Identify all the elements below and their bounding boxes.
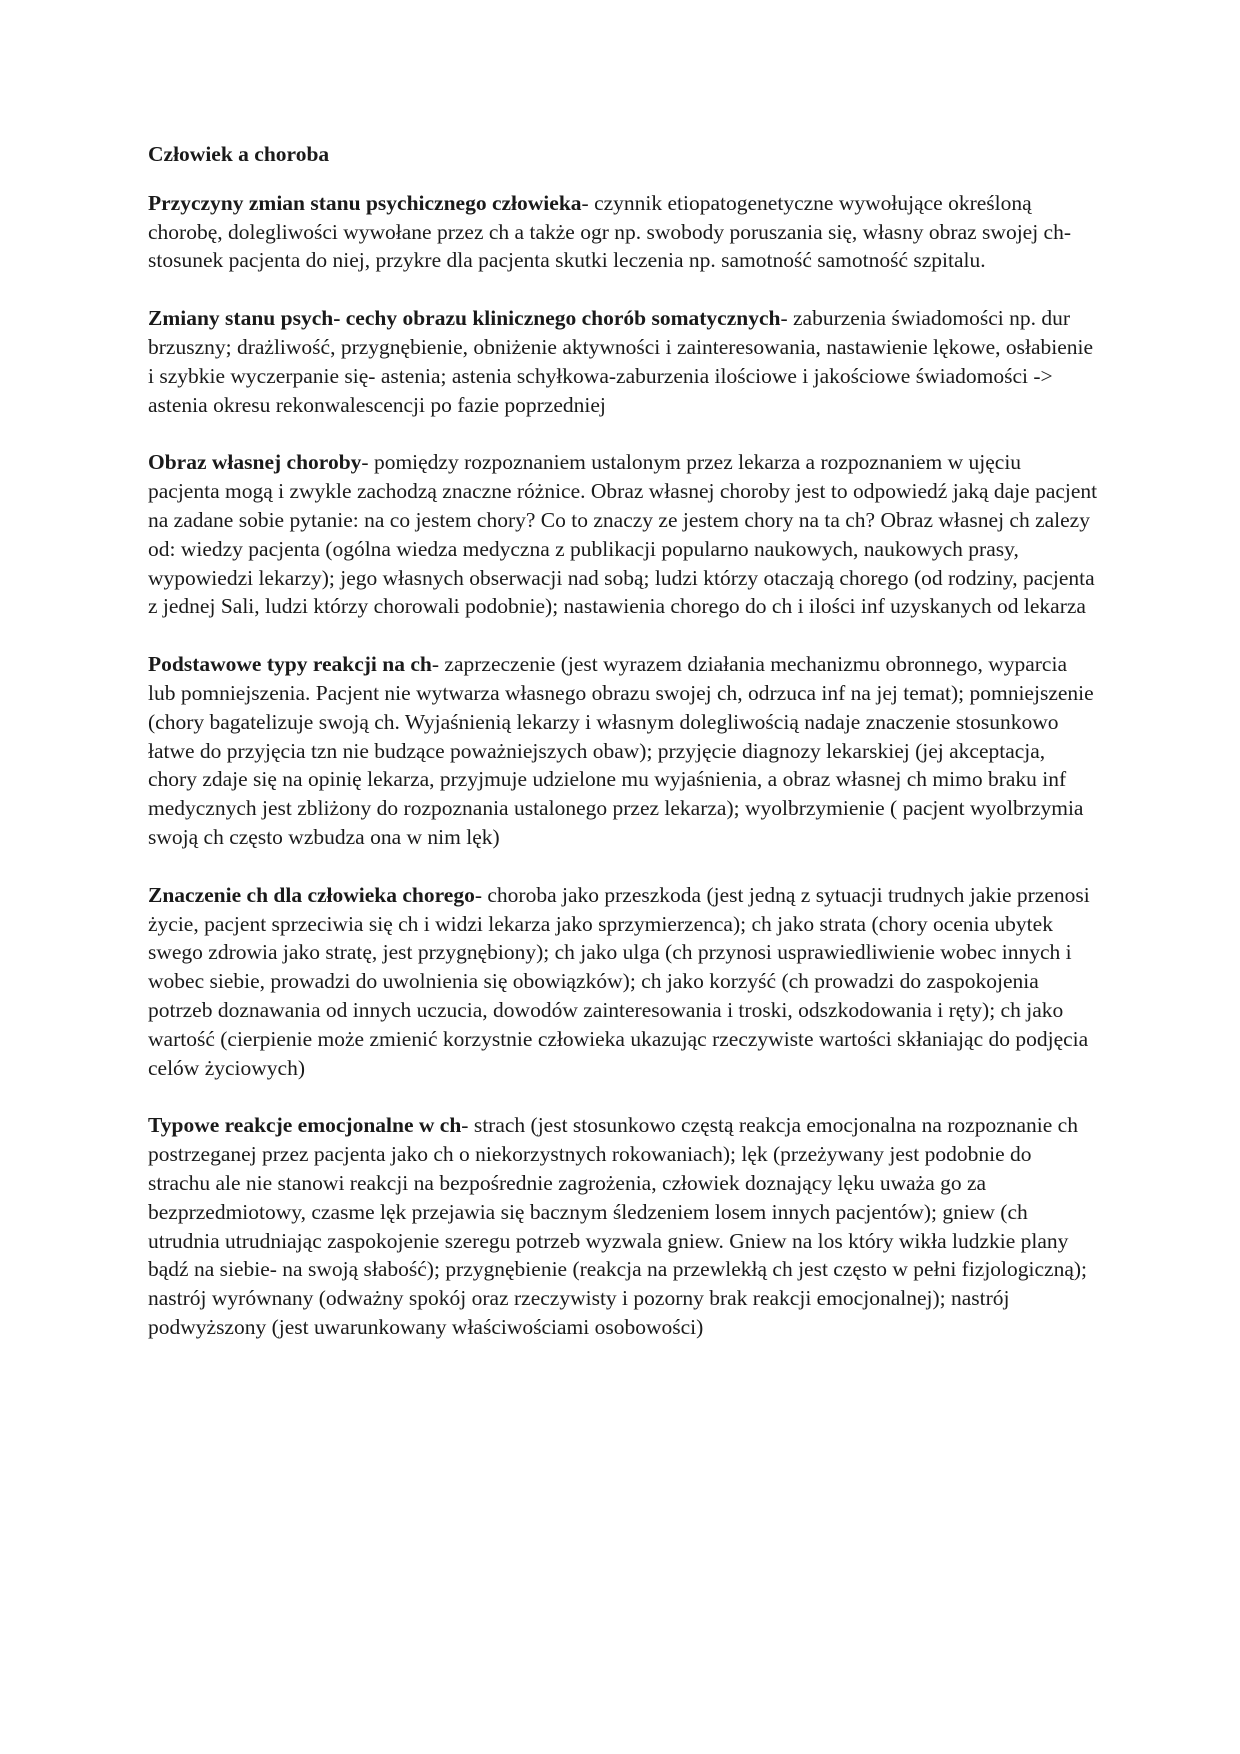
section-body: - strach (jest stosunkowo częstą reakcja emocjonalna na rozpoznanie ch postrzeganej przez pacjenta jako ch o niekorzystnych rokowaniach); lęk (przeżywany jest podobnie do strachu ale nie stanowi reakcji na bezpośrednie zagrożenia, człowiek doznający lęku uważa go za bezprzedmiotowy, czasme lęk przejawia się bacznym śledzeniem losem innych pacjentów); gniew (ch utrudnia utrudniając zaspokojenie szeregu potrzeb wyzwala gniew. Gniew na los który wikła ludzkie plany bądź na siebie- na swoją słabość); przygnębienie (reakcja na przewlekłą ch jest często w pełni fizjologiczną); nastrój wyrównany (odważny spokój oraz rzeczywisty i pozorny brak reakcji emocjonalnej); nastrój podwyższony (jest uwarunkowany właściwościami osobowości): [148, 1113, 1088, 1339]
document-title: Człowiek a choroba: [148, 142, 330, 166]
section-self-image: [148, 448, 1098, 621]
section-clinical-changes: [148, 304, 1098, 419]
section-body: - czynnik etiopatogenetyczne wywołujące określoną chorobę, dolegliwości wywołane przez ch a także ogr np. swobody poruszania się, własny obraz swojej ch- stosunek pacjenta do niej, przykre dla pacjenta skutki leczenia np. samotność samotność szpitalu.: [148, 190, 1072, 273]
section-body: - choroba jako przeszkoda (jest jedną z sytuacji trudnych jakie przenosi życie, pacjent sprzeciwia się ch i widzi lekarza jako sprzymierzenca); ch jako strata (chory ocenia ubytek swego zdrowia jako stratę, jest przygnębiony); ch jako ulga (ch przynosi usprawiedliwienie wobec innych i wobec siebie, prowadzi do uwolnienia się obowiązków); ch jako korzyść (ch prowadzi do zaspokojenia potrzeb doznawania od innych uczucia, dowodów zainteresowania i troski, odszkodowania i ręty); ch jako wartość (cierpienie może zmienić korzystnie człowieka ukazując rzeczywiste wartości skłaniając do podjęcia celów życiowych): [148, 882, 1090, 1080]
section-heading: Przyczyny zmian stanu psychicznego człowieka: [148, 190, 582, 215]
section-heading: Zmiany stanu psych- cechy obrazu klinicznego chorób somatycznych: [148, 306, 781, 331]
document-page: [148, 140, 1098, 1371]
section-emotional-reactions: [148, 1111, 1098, 1341]
section-body: - zaprzeczenie (jest wyrazem działania mechanizmu obronnego, wyparcia lub pomniejszenia. Pacjent nie wytwarza własnego obrazu swojej ch, odrzuca inf na jej temat); pomniejszenie (chory bagatelizuje swoją ch. Wyjaśnienią lekarzy i własnym dolegliwością nadaje znaczenie stosunkowo łatwe do przyjęcia tzn nie budzące poważniejszych obaw); przyjęcie diagnozy lekarskiej (jej akceptacja, chory zdaje się na opinię lekarza, przyjmuje udzielone mu wyjaśnienia, a obraz własnej ch mimo braku inf medycznych jest zbliżony do rozpoznania ustalonego przez lekarza); wyolbrzymienie ( pacjent wyolbrzymia swoją ch często wzbudza ona w nim lęk): [148, 652, 1094, 849]
section-heading: Znaczenie ch dla człowieka chorego: [148, 882, 475, 907]
section-causes: [148, 189, 1098, 275]
section-heading: Podstawowe typy reakcji na ch: [148, 652, 432, 677]
section-body: - zaburzenia świadomości np. dur brzuszny; drażliwość, przygnębienie, obniżenie aktywności i zainteresowania, nastawienie lękowe, osłabienie i szybkie wyczerpanie się- astenia; astenia schyłkowa-zaburzenia ilościowe i jakościowe świadomości -> astenia okresu rekonwalescencji po fazie poprzedniej: [148, 306, 1094, 417]
section-reaction-types: [148, 650, 1098, 852]
section-heading: Obraz własnej choroby: [148, 450, 362, 475]
section-body: - pomiędzy rozpoznaniem ustalonym przez lekarza a rozpoznaniem w ujęciu pacjenta mogą i zwykle zachodzą znaczne różnice. Obraz własnej choroby jest to odpowiedź jaką daje pacjent na zadane sobie pytanie: na co jestem chory? Co to znaczy ze jestem chory na ta ch? Obraz własnej ch zalezy od: wiedzy pacjenta (ogólna wiedza medyczna z publikacji popularno naukowych, naukowych prasy, wypowiedzi lekarzy); jego własnych obserwacji nad sobą; ludzi którzy otaczają chorego (od rodziny, pacjenta z jednej Sali, ludzi którzy chorowali podobnie); nastawienia chorego do ch i ilości inf uzyskanych od lekarza: [148, 450, 1098, 619]
section-meaning: [148, 881, 1098, 1083]
section-heading: Typowe reakcje emocjonalne w ch: [148, 1113, 462, 1138]
